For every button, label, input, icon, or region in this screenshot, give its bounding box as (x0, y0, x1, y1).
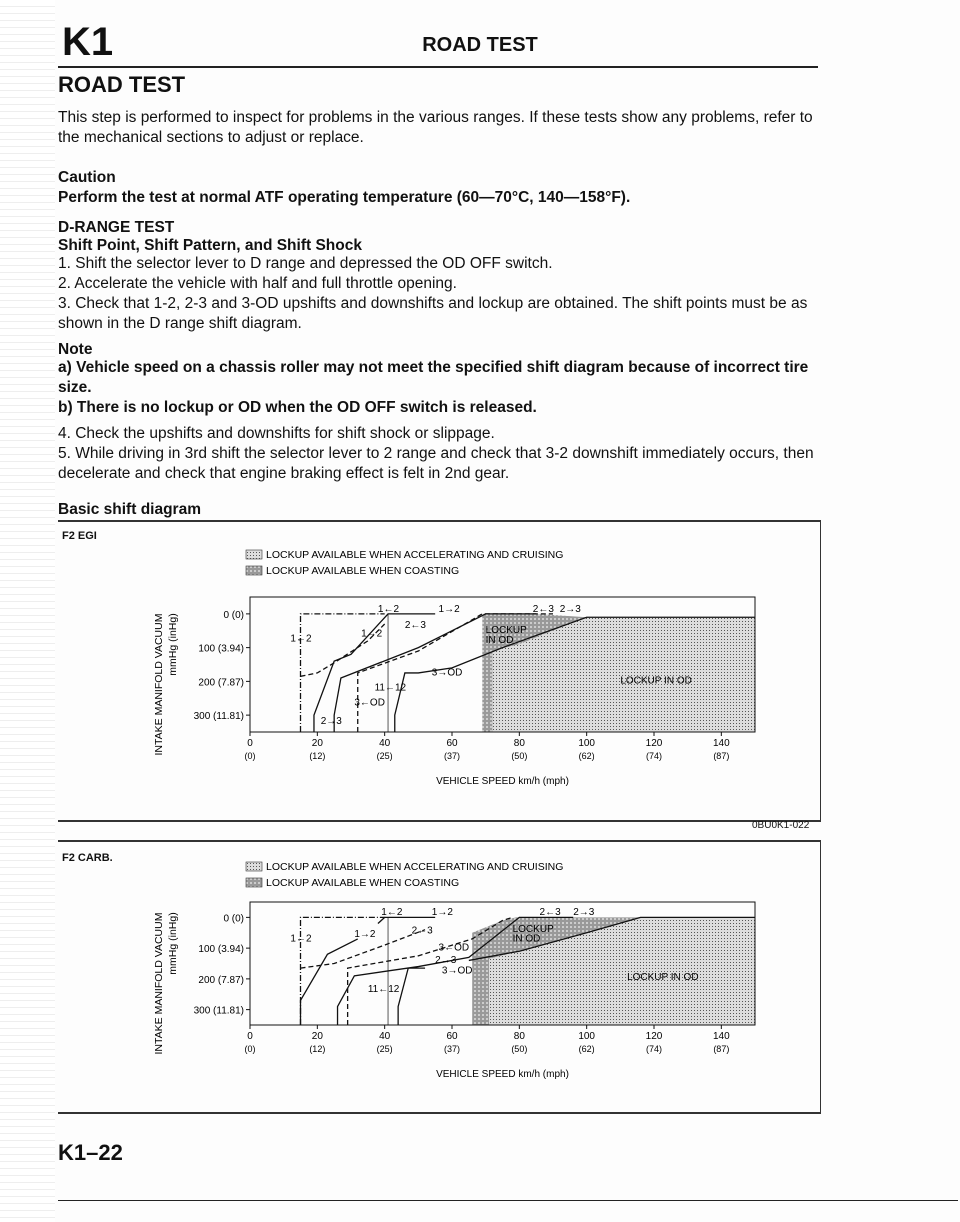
legend-label: LOCKUP AVAILABLE WHEN ACCELERATING AND CRUISING (266, 549, 564, 561)
d-range-subtitle: Shift Point, Shift Pattern, and Shift Shock (58, 237, 362, 254)
y-tick-label: 200 (7.87) (198, 974, 244, 986)
note-items (58, 358, 818, 418)
shift-line (398, 968, 425, 1025)
x-tick-label-mph: (50) (511, 1044, 528, 1054)
curve-label: 1←2 (290, 633, 312, 645)
curve-label: 1→2 (361, 628, 383, 640)
x-tick-label: 60 (446, 738, 458, 749)
step: 4. Check the upshifts and downshifts for shift shock or slippage. (58, 425, 495, 442)
legend-swatch-coasting (246, 566, 262, 575)
curve-label: 2←3 (411, 925, 433, 937)
curve-label: LOCKUP IN OD (627, 971, 699, 983)
footer-rule (58, 1200, 958, 1201)
x-axis-label: VEHICLE SPEED km/h (mph) (436, 776, 569, 787)
x-tick-label-mph: (25) (376, 751, 393, 761)
x-tick-label: 60 (446, 1031, 458, 1042)
curve-label: 1→2 (431, 907, 453, 919)
diagram-title: Basic shift diagram (58, 501, 201, 518)
note-label: Note (58, 341, 93, 358)
y-axis-unit-label: mmHg (inHg) (167, 613, 179, 676)
curve-label: 2→3 (559, 603, 581, 615)
x-tick-label: 20 (311, 1031, 323, 1042)
curve-label: 2→3 (435, 954, 457, 966)
curve-label: 1→2 (438, 603, 460, 615)
x-tick-label-mph: (50) (511, 751, 528, 761)
y-tick-label: 0 (0) (223, 609, 244, 621)
note-item: a) Vehicle speed on a chassis roller may not meet the specified shift diagram because of incorrect tire size. (58, 359, 809, 396)
curve-label: 3→OD (441, 965, 473, 977)
shift-diagram-egi (58, 522, 820, 820)
shift-diagram-carb (58, 842, 820, 1112)
step: 1. Shift the selector lever to D range and depressed the OD OFF switch. (58, 255, 553, 272)
curve-label: LOCKUP (485, 625, 527, 637)
x-tick-label: 80 (513, 738, 525, 749)
y-axis-label: INTAKE MANIFOLD VACUUM (153, 912, 165, 1055)
y-tick-label: 100 (3.94) (198, 944, 244, 956)
x-tick-label-mph: (0) (244, 751, 256, 761)
x-tick-label-mph: (87) (713, 751, 730, 761)
y-tick-label: 300 (11.81) (193, 711, 244, 723)
y-tick-label: 200 (7.87) (198, 677, 244, 689)
curve-label: 11←12 (367, 984, 400, 996)
x-tick-label: 140 (712, 1031, 730, 1042)
curve-label: 2←3 (404, 620, 426, 631)
x-tick-label: 20 (311, 738, 323, 749)
y-tick-label: 300 (11.81) (193, 1005, 244, 1017)
step: 5. While driving in 3rd shift the selector lever to 2 range and check that 3-2 downshift immediately occurs, then decelerate and check that engine braking effect is felt in 2nd gear. (58, 445, 814, 482)
curve-label: LOCKUP IN OD (620, 675, 692, 687)
y-tick-label: 0 (0) (223, 913, 244, 925)
figure-tag: F2 CARB. (62, 852, 113, 864)
page-heading: ROAD TEST (58, 72, 186, 97)
caution-text: Perform the test at normal ATF operating temperature (60—70°C, 140—158°F). (58, 189, 631, 206)
curve-label: 2→3 (320, 716, 342, 728)
header-title: ROAD TEST (422, 34, 538, 56)
x-tick-label-mph: (87) (713, 1044, 730, 1054)
page-number: K1–22 (58, 1140, 123, 1165)
x-tick-label: 120 (645, 1031, 663, 1042)
curve-label: IN OD (485, 635, 514, 647)
curve-label: IN OD (512, 933, 541, 945)
x-tick-label: 100 (578, 1031, 596, 1042)
x-tick-label: 100 (578, 738, 596, 749)
d-range-steps (58, 254, 818, 334)
curve-label: 1→2 (354, 928, 376, 940)
section-code: K1 (62, 20, 114, 64)
x-tick-label: 40 (379, 738, 391, 749)
legend-swatch-accelerating (246, 550, 262, 559)
x-tick-label-mph: (37) (443, 751, 461, 761)
intro-paragraph: This step is performed to inspect for problems in the various ranges. If these tests show any problems, refer to the mechanical sections to adjust or replace. (58, 109, 813, 146)
legend-swatch-coasting (246, 878, 262, 887)
curve-label: 1←2 (377, 603, 400, 615)
curve-label: 1←2 (290, 933, 312, 945)
more-steps (58, 424, 818, 484)
legend-swatch-accelerating (246, 862, 262, 871)
scan-edge-artifact (0, 0, 55, 1222)
caution-label: Caution (58, 169, 116, 186)
note-item: b) There is no lockup or OD when the OD OFF switch is released. (58, 399, 537, 416)
shift-line (378, 917, 435, 923)
x-tick-label-mph: (62) (578, 1044, 595, 1054)
x-tick-label: 0 (247, 738, 253, 749)
shift-line (301, 939, 358, 1025)
curve-label: 2←3 (532, 603, 554, 615)
curve-label: LOCKUP (512, 924, 554, 936)
y-axis-unit-label: mmHg (inHg) (167, 912, 179, 975)
curve-label: 11←12 (374, 682, 407, 694)
step: 2. Accelerate the vehicle with half and full throttle opening. (58, 275, 457, 292)
curve-label: 2←3 (539, 907, 561, 919)
legend-label: LOCKUP AVAILABLE WHEN COASTING (266, 877, 460, 889)
x-tick-label-mph: (12) (309, 751, 326, 761)
y-axis-label: INTAKE MANIFOLD VACUUM (153, 613, 165, 756)
curve-label: 3→OD (431, 667, 463, 679)
step: 3. Check that 1-2, 2-3 and 3-OD upshifts and downshifts and lockup are obtained. The shift points must be as shown in the D range shift diagram. (58, 295, 808, 332)
figure-f2-egi (58, 520, 821, 822)
legend-label: LOCKUP AVAILABLE WHEN ACCELERATING AND CRUISING (266, 861, 564, 873)
x-tick-label-mph: (0) (244, 1044, 256, 1054)
figure-f2-carb (58, 840, 821, 1114)
curve-label: 2→3 (573, 907, 595, 919)
x-tick-label: 140 (712, 738, 730, 749)
x-tick-label-mph: (37) (443, 1044, 461, 1054)
x-tick-label: 0 (247, 1031, 253, 1042)
legend-label: LOCKUP AVAILABLE WHEN COASTING (266, 565, 460, 577)
x-axis-label: VEHICLE SPEED km/h (mph) (436, 1069, 569, 1080)
curve-label: 1←2 (381, 907, 403, 919)
x-tick-label-mph: (62) (578, 751, 595, 761)
d-range-title: D-RANGE TEST (58, 219, 175, 236)
x-tick-label-mph: (12) (309, 1044, 326, 1054)
x-tick-label-mph: (25) (376, 1044, 393, 1054)
curve-label: 3←OD (354, 697, 385, 709)
x-tick-label: 80 (513, 1031, 525, 1042)
figure-code: 0BU0K1-022 (752, 820, 810, 831)
x-tick-label-mph: (74) (645, 751, 663, 761)
x-tick-label-mph: (74) (645, 1044, 663, 1054)
y-tick-label: 100 (3.94) (198, 643, 244, 655)
x-tick-label: 40 (379, 1031, 391, 1042)
figure-tag: F2 EGI (62, 530, 97, 542)
header-rule (58, 66, 818, 68)
curve-label: 3←OD (438, 942, 470, 954)
x-tick-label: 120 (645, 738, 663, 749)
